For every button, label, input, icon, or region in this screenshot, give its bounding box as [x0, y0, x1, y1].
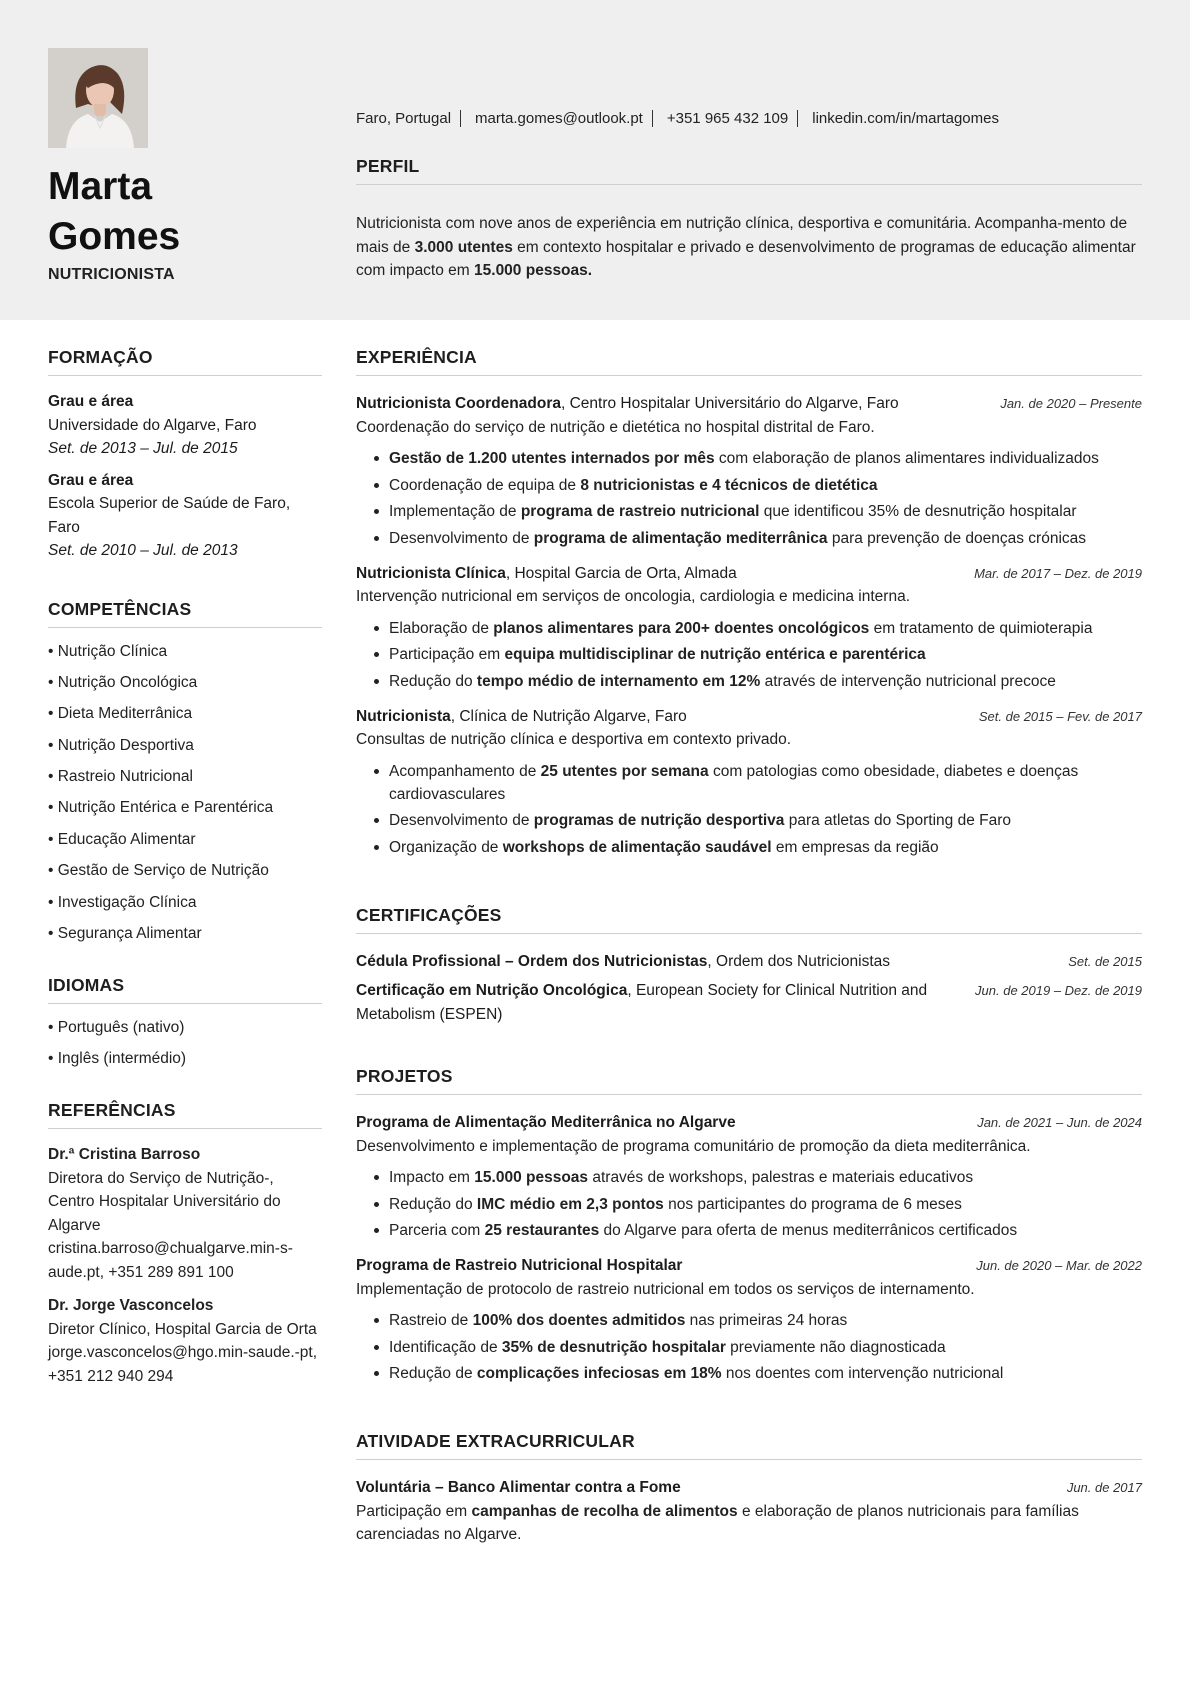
- bullet-text: para atletas do Sporting de Faro: [784, 812, 1012, 829]
- certification-entry: [356, 979, 1142, 1026]
- bullet-highlight: programa de rastreio nutricional: [520, 503, 760, 520]
- reference-name: Dr. Jorge Vasconcelos: [48, 1297, 214, 1315]
- bullet-text: Elaboração de: [389, 619, 494, 637]
- experience-header: [356, 705, 1142, 729]
- reference-contact[interactable]: jorge.vasconcelos@hgo.min-saude.-pt, +351 212 940 294: [48, 1344, 318, 1385]
- bullet-item: [356, 1309, 1142, 1332]
- projetos-title: PROJETOS: [356, 1066, 1142, 1095]
- skill-item: • Rastreio Nutricional: [48, 767, 322, 786]
- bullet-text: em empresas da região: [771, 838, 939, 856]
- bullet-highlight: Gestão de 1.200 utentes internados por mês: [389, 450, 715, 467]
- activity-text: Participação em: [356, 1502, 472, 1520]
- certificacoes-section: [356, 905, 1142, 1027]
- education-degree: Grau e área: [48, 471, 134, 489]
- bullet-text: Identificação de: [389, 1338, 502, 1356]
- bullet-item: [356, 1362, 1142, 1385]
- bullet-highlight: tempo médio de internamento em 12%: [476, 672, 761, 690]
- project-description: Desenvolvimento e implementação de programa comunitário de promoção da dieta mediterrânica.: [356, 1137, 1031, 1155]
- bullet-item: [356, 1166, 1142, 1189]
- bullet-item: [356, 617, 1142, 640]
- activity-highlight: campanhas de recolha de alimentos: [471, 1502, 738, 1520]
- profile-photo: [48, 48, 148, 148]
- atividade-section: [356, 1431, 1142, 1547]
- bullet-item: [356, 760, 1142, 806]
- skill-item: • Nutrição Clínica: [48, 642, 322, 661]
- project-entry: [356, 1111, 1142, 1242]
- bullet-text: previamente não diagnosticada: [725, 1338, 946, 1356]
- certification-name: Certificação em Nutrição Oncológica: [356, 982, 628, 999]
- bullet-item: [356, 670, 1142, 693]
- bullet-highlight: planos alimentares para 200+ doentes oncológicos: [493, 619, 870, 637]
- project-name: Programa de Alimentação Mediterrânica no Algarve: [356, 1114, 736, 1131]
- bullet-item: [356, 836, 1142, 859]
- experience-description: Coordenação do serviço de nutrição e dietética no hospital distrital de Faro.: [356, 418, 875, 436]
- skill-item: • Gestão de Serviço de Nutrição: [48, 861, 322, 880]
- bullet-text: Redução de: [389, 1365, 477, 1382]
- contact-location: Faro, Portugal: [356, 110, 452, 127]
- bullet-text: nos doentes com intervenção nutricional: [721, 1365, 1004, 1382]
- experience-dates: Set. de 2015 – Fev. de 2017: [978, 708, 1142, 724]
- idiomas-title: IDIOMAS: [48, 975, 322, 1004]
- experience-org: , Clínica de Nutrição Algarve, Faro: [450, 707, 687, 725]
- activity-header: [356, 1476, 1142, 1500]
- activity-description: [356, 1500, 1142, 1547]
- reference-item: [48, 1143, 322, 1284]
- full-name: [48, 162, 180, 262]
- bullet-text: através de workshops, palestras e materiais educativos: [588, 1169, 974, 1186]
- certification-dates: Set. de 2015: [1068, 953, 1142, 969]
- contact-phone[interactable]: +351 965 432 109: [666, 110, 789, 127]
- language-item: • Inglês (intermédio): [48, 1049, 322, 1068]
- reference-name: Dr.ª Cristina Barroso: [48, 1146, 201, 1164]
- bullet-item: [356, 809, 1142, 832]
- project-description: Implementação de protocolo de rastreio nutricional em todos os serviços de internamento.: [356, 1280, 975, 1298]
- reference-role: Diretor Clínico, Hospital Garcia de Orta: [48, 1320, 317, 1338]
- certification-heading: [356, 950, 1068, 974]
- contact-row: [356, 110, 999, 127]
- education-item: [48, 390, 322, 461]
- education-dates: Set. de 2010 – Jul. de 2013: [48, 542, 238, 559]
- bullet-text: que identificou 35% de desnutrição hospitalar: [759, 503, 1077, 520]
- bullet-highlight: 35% de desnutrição hospitalar: [501, 1338, 726, 1356]
- experience-role: Nutricionista Clínica: [356, 564, 506, 582]
- bullet-text: com patologias como obesidade, diabetes e doenças cardiovasculares: [389, 762, 1079, 803]
- contact-separator: [460, 110, 461, 127]
- bullet-item: [356, 527, 1142, 550]
- idiomas-section: [48, 975, 322, 1068]
- formacao-section: [48, 347, 322, 563]
- bullet-highlight: equipa multidisciplinar de nutrição entérica e parentérica: [504, 646, 926, 663]
- bullet-item: [356, 643, 1142, 666]
- bullet-text: nos participantes do programa de 6 meses: [663, 1195, 962, 1213]
- reference-item: [48, 1294, 322, 1388]
- job-title: NUTRICIONISTA: [48, 266, 175, 283]
- bullet-highlight: 25 utentes por semana: [540, 762, 709, 780]
- experience-role: Nutricionista: [356, 707, 451, 725]
- name-first: Marta: [48, 165, 153, 208]
- language-item: • Português (nativo): [48, 1018, 322, 1037]
- experience-heading: [356, 392, 1000, 416]
- bullet-item: [356, 447, 1142, 470]
- competencias-section: [48, 599, 322, 944]
- experience-entry: [356, 705, 1142, 859]
- certification-org: , European Society for Clinical Nutrition and Metabolism (ESPEN): [356, 982, 928, 1023]
- contact-separator: [652, 110, 653, 127]
- skill-item: • Nutrição Entérica e Parentérica: [48, 798, 322, 817]
- bullet-highlight: IMC médio em 2,3 pontos: [476, 1195, 664, 1213]
- experience-header: [356, 392, 1142, 416]
- bullet-highlight: 15.000 pessoas: [474, 1169, 589, 1186]
- formacao-title: FORMAÇÃO: [48, 347, 322, 376]
- referencias-title: REFERÊNCIAS: [48, 1100, 322, 1129]
- competencias-list: [48, 642, 322, 944]
- left-column: [48, 347, 322, 1424]
- experience-heading: [356, 705, 979, 729]
- education-school: Escola Superior de Saúde de Faro, Faro: [48, 495, 291, 536]
- certification-entry: [356, 950, 1142, 974]
- education-dates: Set. de 2013 – Jul. de 2015: [48, 440, 238, 457]
- bullet-text: Desenvolvimento de: [389, 529, 534, 547]
- bullet-text: Rastreio de: [389, 1312, 473, 1329]
- bullet-highlight: programa de alimentação mediterrânica: [533, 529, 828, 547]
- education-item: [48, 469, 322, 563]
- bullet-highlight: complicações infeciosas em 18%: [476, 1365, 722, 1382]
- project-bullets: [356, 1309, 1142, 1385]
- bullet-item: [356, 474, 1142, 497]
- contact-email[interactable]: marta.gomes@outlook.pt: [475, 110, 643, 127]
- project-dates: Jun. de 2020 – Mar. de 2022: [976, 1258, 1142, 1273]
- bullet-item: [356, 1336, 1142, 1359]
- bullet-text: Impacto em: [389, 1169, 475, 1186]
- bullet-item: [356, 1219, 1142, 1242]
- education-degree: Grau e área: [48, 393, 134, 410]
- projetos-section: [356, 1066, 1142, 1385]
- experience-bullets: [356, 617, 1142, 693]
- skill-item: • Educação Alimentar: [48, 830, 322, 849]
- bullet-text: Parceria com: [389, 1222, 485, 1239]
- project-name: Programa de Rastreio Nutricional Hospitalar: [356, 1257, 683, 1274]
- bullet-text: Organização de: [389, 838, 503, 856]
- bullet-highlight: programas de nutrição desportiva: [533, 812, 785, 829]
- project-header: [356, 1111, 1142, 1135]
- experience-role: Nutricionista Coordenadora: [356, 395, 561, 412]
- bullet-highlight: 100% dos doentes admitidos: [472, 1312, 686, 1329]
- experience-bullets: [356, 447, 1142, 550]
- activity-dates: Jun. de 2017: [1066, 1480, 1142, 1495]
- bullet-text: Acompanhamento de: [389, 762, 541, 780]
- bullet-text: em tratamento de quimioterapia: [869, 619, 1093, 637]
- perfil-section: [356, 156, 1142, 283]
- certificacoes-title: CERTIFICAÇÕES: [356, 905, 1142, 934]
- bullet-highlight: workshops de alimentação saudável: [502, 838, 772, 856]
- perfil-text-part: .: [587, 262, 593, 279]
- education-school: Universidade do Algarve, Faro: [48, 416, 257, 434]
- referencias-section: [48, 1100, 322, 1388]
- bullet-text: Implementação de: [389, 503, 521, 520]
- experiencia-section: [356, 347, 1142, 859]
- experience-org: , Hospital Garcia de Orta, Almada: [505, 564, 737, 582]
- project-entry: [356, 1254, 1142, 1385]
- bullet-text: Redução do: [389, 672, 477, 690]
- bullet-text: através de intervenção nutricional precoce: [760, 672, 1056, 690]
- idiomas-list: [48, 1018, 322, 1068]
- skill-item: • Nutrição Desportiva: [48, 736, 322, 755]
- skill-item: • Investigação Clínica: [48, 893, 322, 912]
- bullet-text: Coordenação de equipa de: [389, 476, 581, 494]
- experiencia-title: EXPERIÊNCIA: [356, 347, 1142, 376]
- bullet-text: nas primeiras 24 horas: [685, 1312, 848, 1329]
- bullet-text: com elaboração de planos alimentares individualizados: [714, 450, 1099, 467]
- skill-item: • Nutrição Oncológica: [48, 673, 322, 692]
- certification-dates: Jun. de 2019 – Dez. de 2019: [975, 983, 1142, 998]
- bullet-text: do Algarve para oferta de menus mediterrânicos certificados: [599, 1222, 1018, 1239]
- reference-contact[interactable]: cristina.barroso@chualgarve.min-s-aude.pt, +351 289 891 100: [48, 1240, 293, 1281]
- certification-name: Cédula Profissional – Ordem dos Nutricionistas: [356, 952, 708, 970]
- bullet-item: [356, 500, 1142, 523]
- project-dates: Jan. de 2021 – Jun. de 2024: [977, 1115, 1142, 1130]
- profile-photo-image: [48, 48, 148, 148]
- name-last: Gomes: [48, 215, 181, 258]
- experience-dates: Jan. de 2020 – Presente: [1000, 396, 1142, 411]
- reference-role: Diretora do Serviço de Nutrição-, Centro Hospitalar Universitário do Algarve: [48, 1169, 281, 1234]
- certification-header: [356, 979, 1142, 1026]
- experience-header: [356, 562, 1142, 586]
- activity-text: e elaboração de planos nutricionais para famílias carenciadas no Algarve.: [356, 1502, 1079, 1543]
- activity-name: Voluntária – Banco Alimentar contra a Fome: [356, 1479, 681, 1496]
- bullet-item: [356, 1193, 1142, 1216]
- perfil-title: PERFIL: [356, 156, 1142, 185]
- perfil-text-part: Nutricionista com nove anos de experiência em nutrição clínica, desportiva e comunitária. Acompanha-mento de mais de: [356, 215, 1128, 256]
- bullet-text: Desenvolvimento de: [389, 812, 534, 829]
- contact-linkedin[interactable]: linkedin.com/in/martagomes: [812, 110, 999, 127]
- right-column: [356, 347, 1142, 1593]
- bullet-highlight: 25 restaurantes: [484, 1222, 600, 1239]
- experience-entry: [356, 392, 1142, 550]
- competencias-title: COMPETÊNCIAS: [48, 599, 322, 628]
- skill-item: • Dieta Mediterrânica: [48, 704, 322, 723]
- skill-item: • Segurança Alimentar: [48, 924, 322, 943]
- bullet-text: Redução do: [389, 1195, 477, 1213]
- experience-org: , Centro Hospitalar Universitário do Algarve, Faro: [560, 395, 899, 412]
- experience-dates: Mar. de 2017 – Dez. de 2019: [974, 565, 1142, 581]
- bullet-text: Participação em: [389, 646, 505, 663]
- project-header: [356, 1254, 1142, 1278]
- experience-heading: [356, 562, 974, 586]
- perfil-highlight: 3.000 utentes: [414, 238, 513, 256]
- perfil-text-part: em contexto hospitalar e privado e desenvolvimento de programas de educação alimentar com impacto em: [356, 238, 1136, 279]
- contact-separator: [797, 110, 798, 127]
- bullet-highlight: 8 nutricionistas e 4 técnicos de dietética: [580, 476, 878, 494]
- certification-heading: [356, 979, 975, 1026]
- experience-description: Consultas de nutrição clínica e desportiva em contexto privado.: [356, 731, 792, 748]
- experience-bullets: [356, 760, 1142, 859]
- resume-header: [0, 0, 1190, 320]
- experience-description: Intervenção nutricional em serviços de oncologia, cardiologia e medicina interna.: [356, 588, 911, 605]
- perfil-highlight: 15.000 pessoas: [474, 262, 588, 279]
- experience-entry: [356, 562, 1142, 693]
- certification-header: [356, 950, 1142, 974]
- atividade-title: ATIVIDADE EXTRACURRICULAR: [356, 1431, 1142, 1460]
- perfil-text: [356, 212, 1142, 283]
- certification-org: , Ordem dos Nutricionistas: [707, 952, 891, 970]
- activity-entry: [356, 1476, 1142, 1547]
- project-bullets: [356, 1166, 1142, 1242]
- bullet-text: para prevenção de doenças crónicas: [827, 529, 1087, 547]
